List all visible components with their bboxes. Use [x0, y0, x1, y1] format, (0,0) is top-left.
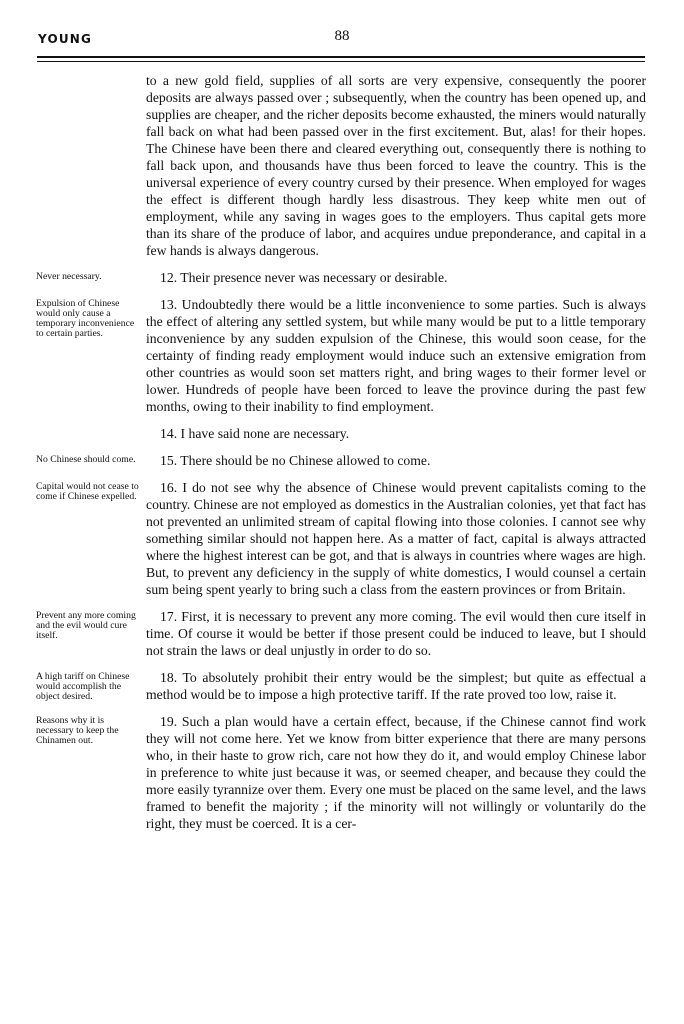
running-head: YOUNG: [38, 32, 93, 46]
paragraph: [0, 479, 684, 598]
paragraph-text: 14. I have said none are necessary.: [160, 426, 350, 441]
paragraph-text: 12. Their presence never was necessary or desirable.: [160, 270, 448, 285]
paragraph: [0, 269, 684, 286]
paragraph: [0, 608, 684, 659]
margin-note: No Chinese should come.: [36, 454, 136, 465]
paragraph-text: to a new gold field, supplies of all sorts are very expensive, consequently the poorer deposits are always passed over ; subsequently, when the country has been opened up, and supplies are cheaper, and the richer deposits become exhausted, the miners would naturally fall back on what had been passed over in the first excitement. But, alas! for their hopes. The Chinese have been there and cleared everything out, consequently there is nothing to fall back upon, and thousands have thus been forced to leave the country. This is the universal experience of every country cursed by their presence. When employed for wages the effect is different though hardly less disastrous. They keep white men out of employment, while any saving in wages goes to the employers. Thus capital gets more than its share of the produce of labor, and acquires undue preponderance, and capital in a few hands is always dangerous.: [146, 73, 646, 258]
paragraph: [0, 72, 684, 259]
paragraph-text: 15. There should be no Chinese allowed to come.: [160, 453, 431, 468]
paragraph: [0, 669, 684, 703]
page-number: 88: [334, 28, 350, 44]
paragraph-text: 13. Undoubtedly there would be a little inconvenience to some parties. Such is always the effect of altering any settled system, but while many would be put to a little temporary inconvenience by any sudden expulsion of the Chinese, this would soon cease, for the certainty of finding ready employment would induce such an extensive emigration from other countries as would soon set matters right, and bring wages to their former level or lower. Hundreds of people have been forced to leave the province during the past few months, owing to their inability to find employment.: [146, 297, 646, 414]
paragraph-text: 17. First, it is necessary to prevent any more coming. The evil would then cure itself in time. Of course it would be better if those present could be induced to leave, but I should not strain the laws or deal unjustly in order to do so.: [146, 609, 646, 658]
paragraph: [0, 296, 684, 415]
paragraph-text: 18. To absolutely prohibit their entry would be the simplest; but quite as effectual a method would be to impose a high protective tariff. If the rate proved too low, raise it.: [146, 670, 646, 702]
margin-note: Never necessary.: [36, 271, 102, 282]
margin-note: Prevent any more coming and the evil would cure itself.: [36, 610, 136, 641]
margin-note: Capital would not cease to come if Chinese expelled.: [36, 481, 139, 502]
paragraph-text: 16. I do not see why the absence of Chinese would prevent capitalists coming to the country. Chinese are not employed as domestics in the Australian colonies, yet that fact has not prevented an unlimited stream of capital flowing into those colonies. I cannot see why something similar should not happen here. As a matter of fact, capital is always attracted where the highest interest can be got, and that is always in countries where wages are high. But, to prevent any deficiency in the supply of white domestics, I would counsel a certain sum being spent yearly to bring such a class from the eastern provinces or from Britain.: [146, 480, 646, 597]
header-rule-thick: [37, 56, 645, 58]
margin-note: Expulsion of Chinese would only cause a temporary inconvenience to certain parties.: [36, 298, 135, 339]
margin-note: A high tariff on Chinese would accomplish the object desired.: [36, 671, 130, 702]
header-rule-thin: [37, 61, 645, 62]
page-body: [0, 72, 684, 842]
paragraph: [0, 713, 684, 832]
paragraph-text: 19. Such a plan would have a certain effect, because, if the Chinese cannot find work they will not come here. Yet we know from bitter experience that there are many persons who, in their haste to grow rich, care not how they do it, and would employ Chinese labor in preference to white just because it was, or seemed cheaper, and because they could the more easily tyrannize over them. Every one must be placed on the same level, and the laws framed to benefit the majority ; if the minority will not willingly or voluntarily do the right, they must be coerced. It is a cer-: [146, 714, 646, 831]
paragraph: [0, 452, 684, 469]
page-header: [0, 28, 684, 48]
paragraph: [0, 425, 684, 442]
margin-note: Reasons why it is necessary to keep the Chinamen out.: [36, 715, 119, 746]
